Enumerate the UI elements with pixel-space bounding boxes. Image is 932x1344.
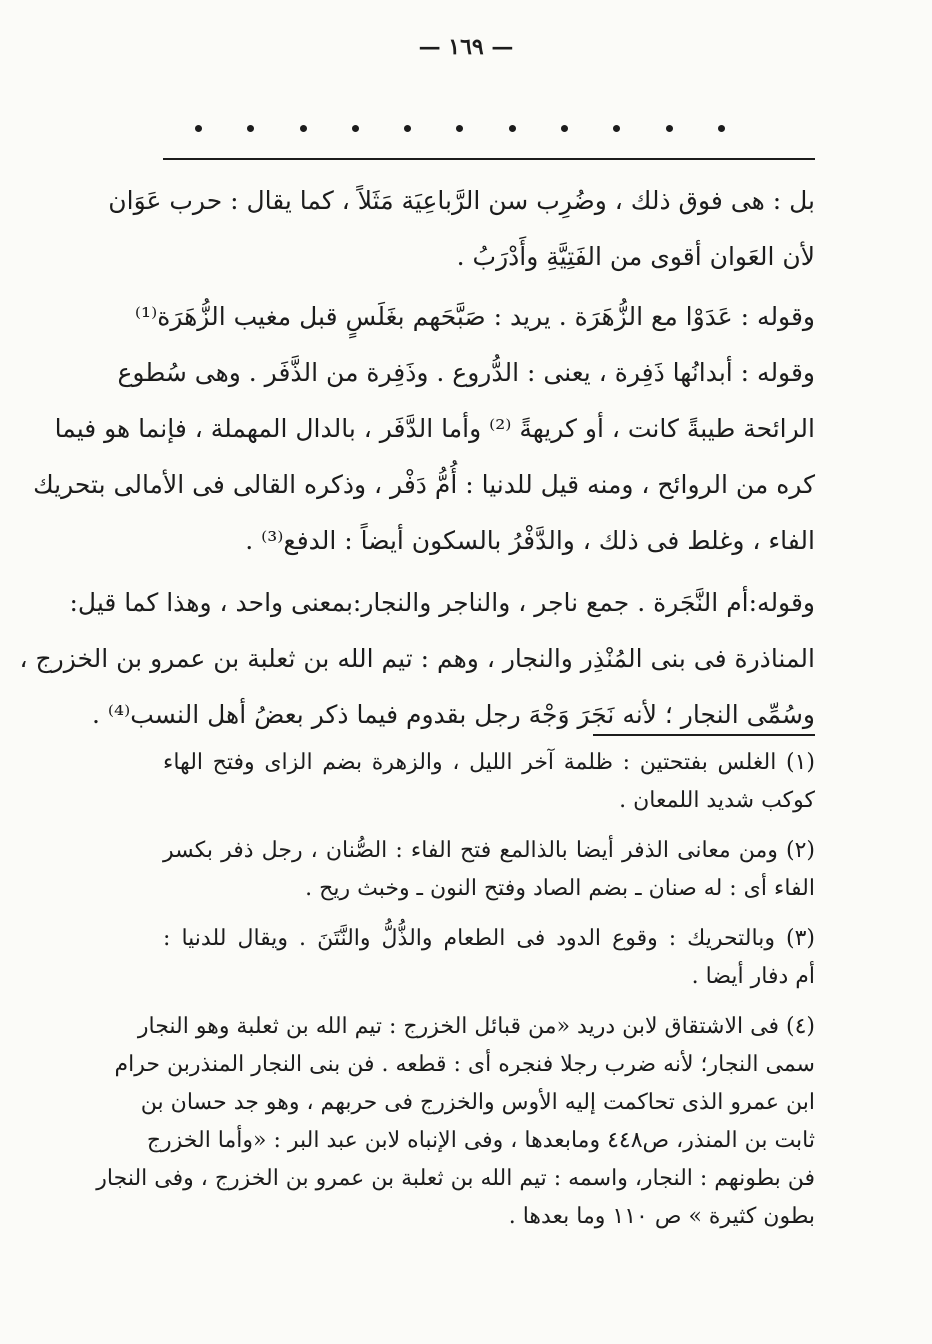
footnote-line: ابن عمرو الذى تحاكمت إليه الأوس والخزرج فى حربهم ، وهو جد حسان بن — [140, 1090, 815, 1115]
text-line: وقوله : عَدَوْا مع الزُّهَرَة . يريد : صَبَّحَهم بغَلَسٍ قبل مغيب الزُّهَرَة⁽¹⁾ — [134, 302, 815, 331]
separator-dot — [509, 125, 516, 132]
separator-dot — [195, 125, 202, 132]
footnote — [163, 744, 815, 820]
paragraph — [33, 289, 815, 569]
text-line: كره من الروائح ، ومنه قيل للدنيا : أُمُّ دَفْر ، وذكره القالى فى الأمالى بتحريك — [33, 470, 815, 499]
text-line: وقوله:أم النَّجَرة . جمع ناجر ، والناجر والنجار:بمعنى واحد ، وهذا كما قيل: — [69, 588, 815, 617]
separator-dot — [456, 125, 463, 132]
separator-dot — [300, 125, 307, 132]
separator-dot — [718, 125, 725, 132]
footnote-line: الفاء أى : له صنان ـ بضم الصاد وفتح النون ـ وخبث ريح . — [305, 876, 815, 901]
text-line: المناذرة فى بنى المُنْذِر والنجار ، وهم : تيم الله بن ثعلبة بن عمرو بن الخزرج ، — [19, 644, 815, 673]
footnote-line: (١) الغلس بفتحتين : ظلمة آخر الليل ، والزهرة بضم الزاى وفتح الهاء — [163, 750, 815, 775]
footnote — [163, 832, 815, 908]
header-rule — [163, 158, 815, 160]
text-line: وسُمِّى النجار ؛ لأنه نَجَرَ وَجْهَ رجل بقدوم فيما ذكر بعضُ أهل النسب⁽⁴⁾ . — [91, 700, 815, 729]
page-number: — ١٦٩ — — [418, 34, 514, 60]
separator-dot — [613, 125, 620, 132]
separator-dot — [247, 125, 254, 132]
text-line: وقوله : أبدانُها ذَفِرة ، يعنى : الدُّروع . وذَفِرة من الذَّفَر . وهى سُطوع — [117, 358, 815, 387]
footnote-line: كوكب شديد اللمعان . — [619, 788, 815, 813]
text-line: بل : هى فوق ذلك ، وضُرِب سن الرَّباعِيَة مَثَلاً ، كما يقال : حرب عَوَان — [108, 186, 815, 215]
text-line: لأن العَوان أقوى من الفَتِيَّةِ وأَدْرَبُ . — [456, 242, 815, 271]
footnote-line: فن بطونهم : النجار، واسمه : تيم الله بن ثعلبة بن عمرو بن الخزرج ، وفى النجار — [96, 1166, 815, 1191]
ornamental-dots-separator — [195, 125, 725, 132]
main-text — [19, 173, 815, 743]
footnote — [163, 920, 815, 996]
footnote-line: سمى النجار؛ لأنه ضرب رجلا فنجره أى : قطعه . فن بنى النجار المنذربن حرام — [114, 1052, 815, 1077]
footnote-rule — [593, 734, 815, 736]
footnotes — [96, 744, 815, 1236]
paragraph — [19, 575, 815, 743]
footnote-line: (٤) فى الاشتقاق لابن دريد «من قبائل الخزرج : تيم الله بن ثعلبة وهو النجار — [137, 1014, 815, 1039]
paragraph — [108, 173, 815, 285]
footnote — [96, 1008, 815, 1236]
separator-dot — [561, 125, 568, 132]
footnote-line: (٢) ومن معانى الذفر أيضا بالذالمع فتح الفاء : الصُّنان ، رجل ذفر بكسر — [163, 838, 815, 863]
footnote-line: (٣) وبالتحريك : وقوع الدود فى الطعام والذُّلُّ والنَّتَنَ . ويقال للدنيا : — [163, 926, 815, 951]
text-line: الفاء ، وغلط فى ذلك ، والدَّفْرُ بالسكون أيضاً : الدفع⁽³⁾ . — [245, 526, 815, 555]
footnote-line: أم دفار أيضا . — [691, 964, 815, 989]
separator-dot — [352, 125, 359, 132]
text-line: الرائحة طيبةً كانت ، أو كريهةً ⁽²⁾ وأما الدَّفَر ، بالدال المهملة ، فإنما هو فيما — [54, 414, 815, 443]
footnote-line: ثابت بن المنذر، ص٤٤٨ ومابعدها ، وفى الإنباه لابن عبد البر : «وأما الخزرج — [146, 1128, 815, 1153]
separator-dot — [404, 125, 411, 132]
footnote-line: بطون كثيرة » ص ١١٠ وما بعدها . — [508, 1204, 815, 1229]
separator-dot — [666, 125, 673, 132]
